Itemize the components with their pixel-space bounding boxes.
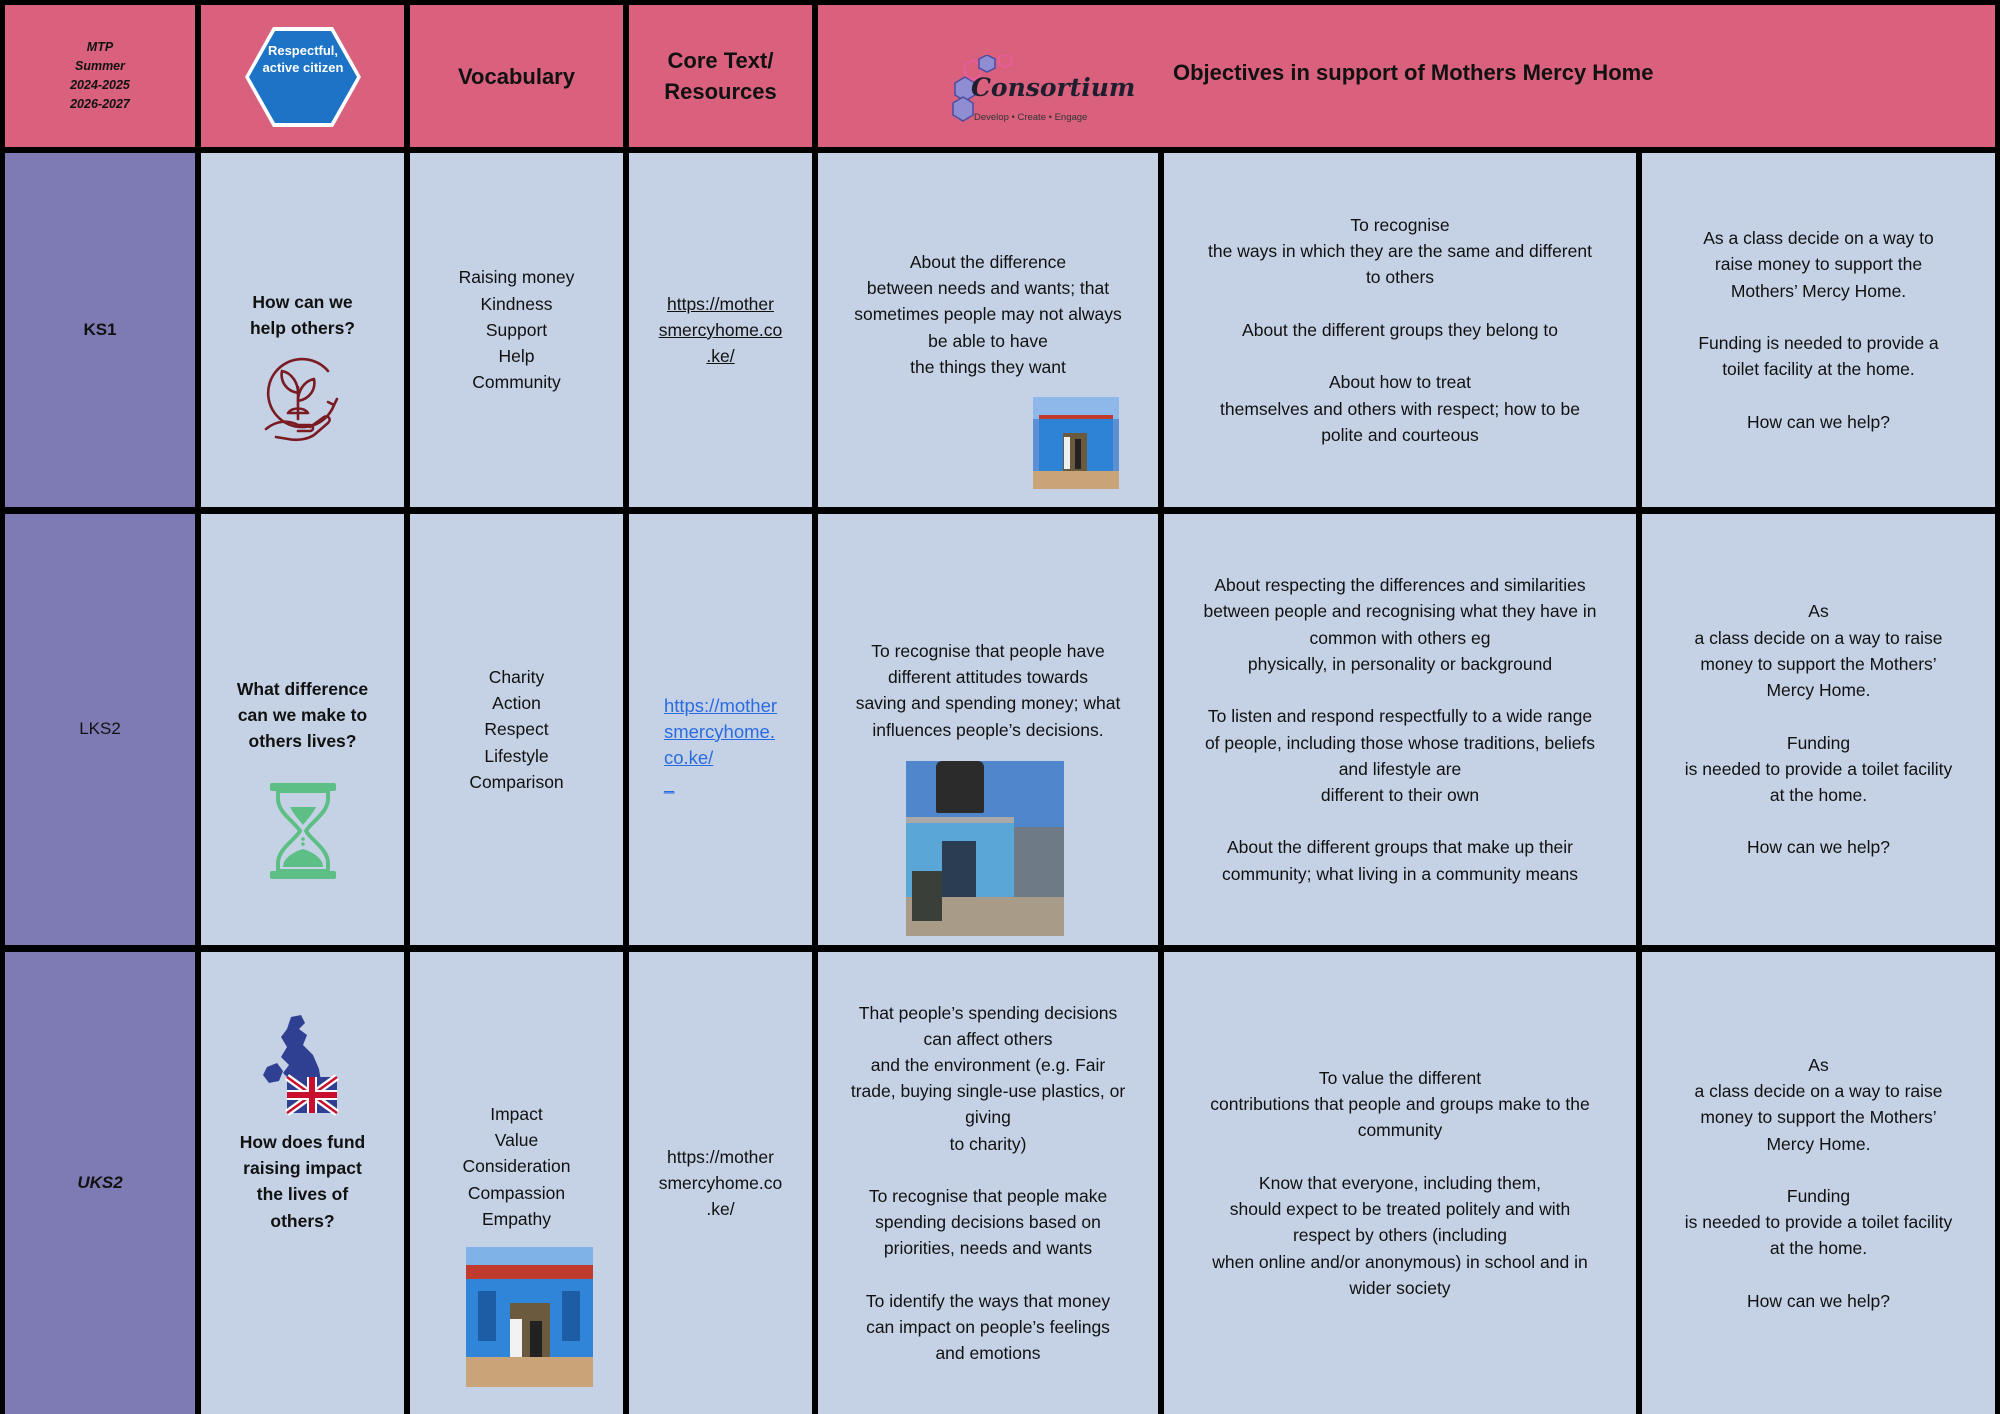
consortium-logo: [943, 55, 1136, 125]
stage-cell-uks2: [5, 952, 195, 1414]
stage-cell-lks2: [5, 514, 195, 945]
logo-tagline: Develop • Create • Engage: [974, 112, 1088, 123]
objective-text: To recognise the ways in which they are the same and different to others About the different groups they belong to About how to treat themselves and others with respect; how to be polite and courteous: [1208, 215, 1592, 445]
objective-text: To value the different contributions that people and groups make to the community Know that everyone, including them, should expect to be treated politely and with respect by others (including when online and/or anonymous) in school and in wider society: [1210, 1068, 1590, 1298]
logo-name: Consortium: [971, 73, 1136, 102]
vocabulary-list: Raising money Kindness Support Help Community: [458, 267, 575, 393]
key-question: What difference can we make to others lives?: [236, 679, 369, 752]
key-question: How can we help others?: [249, 292, 355, 339]
objective-text: That people’s spending decisions can affect others and the environment (e.g. Fair trade, buying single-use plastics, or giving to charity) To recognise that people make spending decisions based on priorities, needs and wants To identify the ways that money can impact on people’s feelings and emotions: [850, 1002, 1126, 1364]
key-question: How does fund raising impact the lives of others?: [239, 1132, 366, 1231]
objective2-cell-lks2: [1164, 514, 1636, 945]
uk-map-icon: [261, 1015, 345, 1123]
vocabulary-cell-ks1: [410, 153, 623, 507]
question-cell-ks1: [201, 153, 404, 507]
objective3-cell-ks1: [1642, 153, 1995, 507]
vocabulary-list: Impact Value Consideration Compassion Empathy: [462, 1104, 571, 1229]
term-label: MTP Summer 2024-2025 2026-2027: [70, 40, 130, 111]
objective1-cell-uks2: [818, 952, 1158, 1414]
resource-cell-lks2: [629, 514, 812, 945]
header-core-text-cell: [629, 5, 812, 147]
header-objectives-cell: [818, 5, 1995, 147]
question-cell-lks2: [201, 514, 404, 945]
core-text-heading: Core Text/ Resources: [664, 48, 777, 104]
objective-text: As a class decide on a way to raise money to support the Mothers’ Mercy Home. Funding is needed to provide a toilet facility at the home. How can we help?: [1684, 601, 1953, 858]
objective2-cell-ks1: [1164, 153, 1636, 507]
objective3-cell-uks2: [1642, 952, 1995, 1414]
building-photo: [1033, 397, 1119, 489]
objective-text: About the difference between needs and wants; that sometimes people may not always be able to have the things they want: [854, 252, 1122, 377]
vocabulary-list: Charity Action Respect Lifestyle Comparison: [469, 666, 564, 792]
objective-text: To recognise that people have different attitudes towards saving and spending money; what influences people’s decisions.: [855, 641, 1121, 740]
objective2-cell-uks2: [1164, 952, 1636, 1414]
resource-cell-uks2: [629, 952, 812, 1414]
resource-link[interactable]: https://mother smercyhome.co .ke/: [658, 293, 783, 367]
resource-link[interactable]: https://mother smercyhome. co.ke/ _: [663, 694, 778, 794]
objectives-heading: Objectives in support of Mothers Mercy Home: [1173, 60, 1654, 85]
objective1-cell-lks2: [818, 514, 1158, 945]
plant-in-hand-icon: [258, 353, 348, 448]
vocabulary-cell-lks2: [410, 514, 623, 945]
vocabulary-heading: Vocabulary: [458, 63, 575, 89]
badge-label: Respectful, active citizen: [262, 43, 344, 75]
water-tank-photo: [906, 761, 1064, 936]
vocabulary-cell-uks2: [410, 952, 623, 1414]
building-photo: [466, 1247, 593, 1387]
stage-label: UKS2: [77, 1172, 123, 1192]
stage-cell-ks1: [5, 153, 195, 507]
hourglass-icon: [268, 783, 338, 879]
stage-label: LKS2: [79, 719, 121, 739]
header-badge-cell: [201, 5, 404, 147]
question-cell-uks2: [201, 952, 404, 1414]
header-vocabulary-cell: [410, 5, 623, 147]
objective3-cell-lks2: [1642, 514, 1995, 945]
objective-text: About respecting the differences and similarities between people and recognising what they have in common with others eg physically, in personality or background To listen and respond respectfully to a wide range of people, including those whose traditions, beliefs and lifestyle are different to their own About the different groups that make up their community; what living in a community means: [1203, 575, 1597, 884]
resource-link[interactable]: https://mother smercyhome.co .ke/: [658, 1146, 783, 1220]
header-term-cell: [5, 5, 195, 147]
objective-text: As a class decide on a way to raise money to support the Mothers’ Mercy Home. Funding is needed to provide a toilet facility at the home. How can we help?: [1684, 1054, 1953, 1311]
resource-cell-ks1: [629, 153, 812, 507]
stage-label: KS1: [83, 319, 117, 339]
objective-text: As a class decide on a way to raise money to support the Mothers’ Mercy Home. Funding is needed to provide a toilet facility at the home. How can we help?: [1698, 228, 1939, 432]
respectful-citizen-badge-icon: [243, 25, 363, 129]
objective1-cell-ks1: [818, 153, 1158, 507]
